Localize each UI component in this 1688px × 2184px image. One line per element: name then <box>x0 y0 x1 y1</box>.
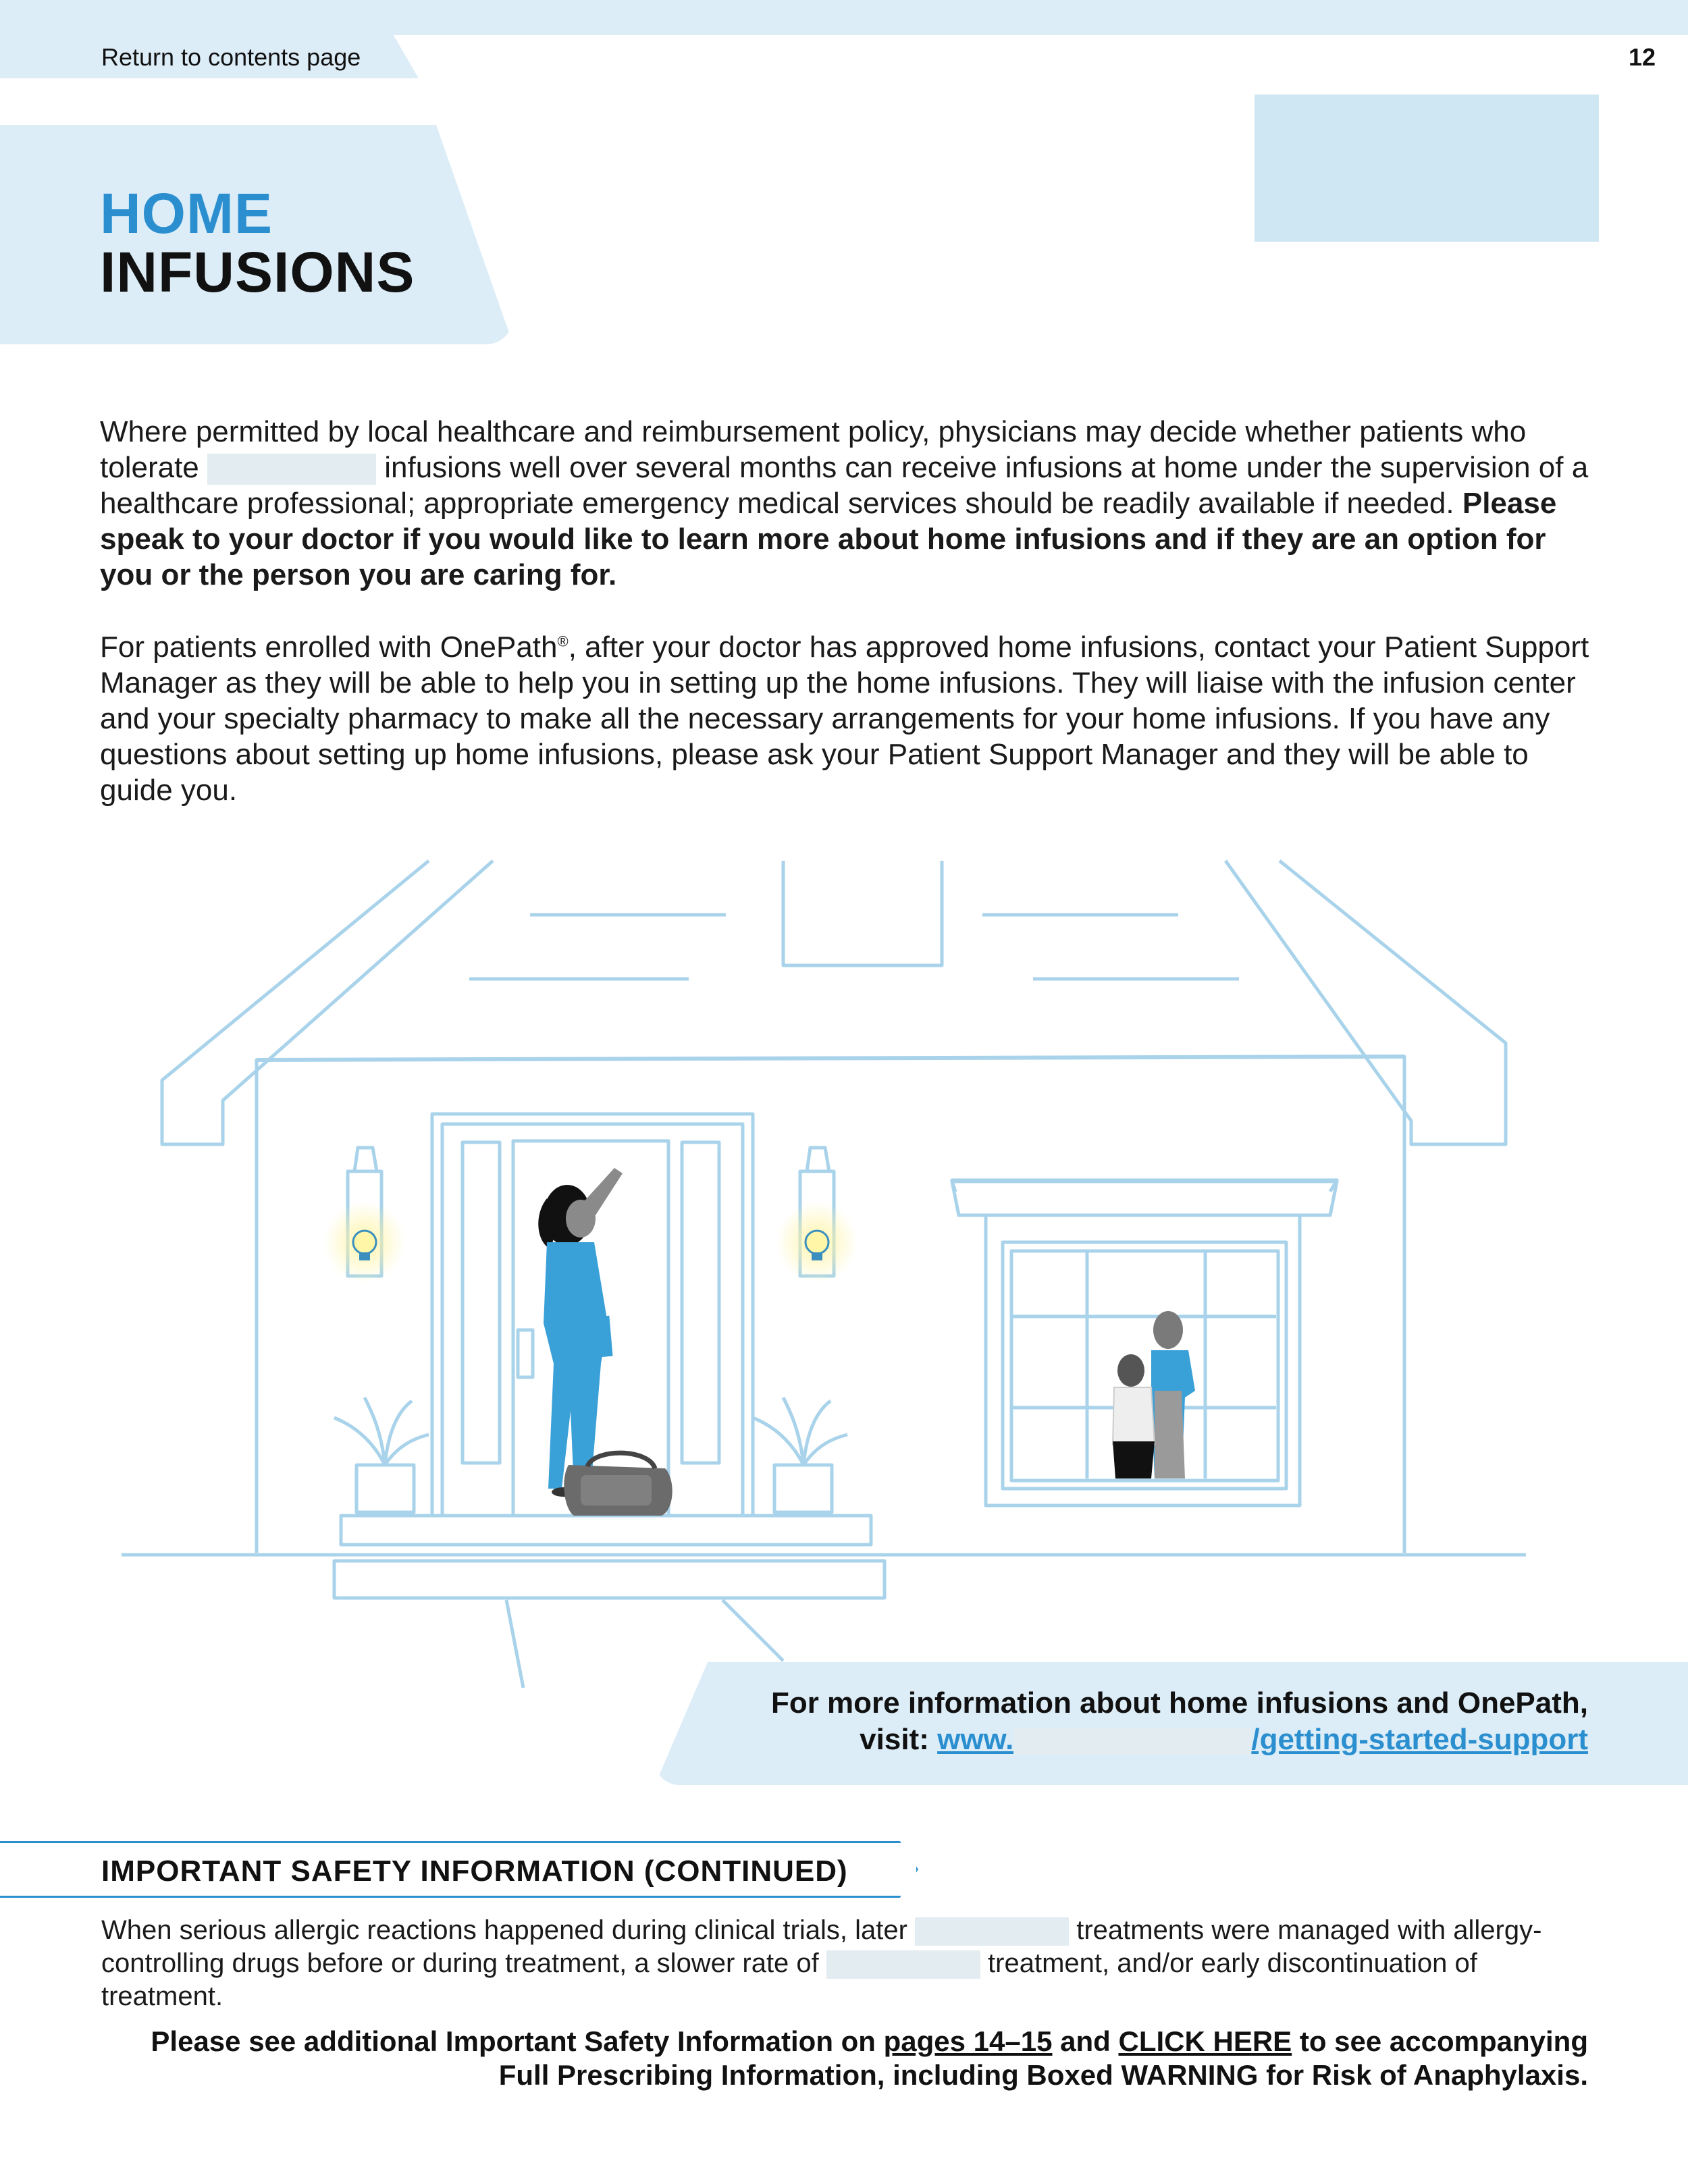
footer-text: to see accompanying <box>1299 2025 1588 2057</box>
redacted-product-name <box>915 1917 1069 1946</box>
footer-line-1 <box>151 2025 1588 2058</box>
footer-line-2: Full Prescribing Information, including Boxed WARNING for Risk of Anaphylaxis. <box>498 2059 1588 2091</box>
return-to-contents-link[interactable]: Return to contents page <box>101 43 361 71</box>
footer-text: and <box>1060 2025 1111 2057</box>
page-title-line1: HOME <box>100 182 273 245</box>
paragraph-bold-text: Please speak to your doctor if you would like to learn more about home infusions and if they are an option for you or the person you are caring for. <box>100 487 1557 591</box>
registered-mark: ® <box>557 633 569 650</box>
house-illustration <box>115 851 1546 1701</box>
redacted-product-name <box>826 1950 980 1979</box>
top-band <box>0 0 1688 35</box>
pages-14-15-link[interactable]: pages 14–15 <box>883 2025 1053 2057</box>
more-info-visit-line <box>860 1723 1588 1757</box>
onepath-paragraph <box>100 629 1606 808</box>
redacted-url-segment <box>1013 1728 1251 1755</box>
onepath-url-link[interactable]: www. /getting-started-support <box>937 1723 1588 1756</box>
paragraph-text: For patients enrolled with OnePath <box>100 631 558 664</box>
paragraph-text: infusions well over several months can receive infusions at home under the supervision of a healthcare professional; appropriate emergency medical services should be readily available if needed. <box>100 451 1589 520</box>
safety-heading: IMPORTANT SAFETY INFORMATION (CONTINUED) <box>101 1855 848 1888</box>
click-here-link[interactable]: CLICK HERE <box>1118 2025 1292 2057</box>
safety-text: When serious allergic reactions happened during clinical trials, later <box>101 1915 907 1945</box>
page-number: 12 <box>1628 43 1656 71</box>
nurse-figure <box>538 1168 623 1497</box>
redacted-product-name <box>207 454 376 485</box>
visit-label: visit: <box>860 1723 929 1756</box>
safety-text: treatment, and/or early discontinuation of treatment. <box>101 1948 1477 2011</box>
more-info-text: For more information about home infusions and OnePath, <box>770 1686 1588 1720</box>
home-infusion-paragraph <box>100 414 1606 593</box>
paragraph-text: , after your doctor has approved home infusions, contact your Patient Support Manager as they will be able to help you in setting up the home infusions. They will liaise with the infusion center and your specialty pharmacy to make all the necessary arrangements for your home infusions. If you have any questions about setting up home infusions, please ask your Patient Support Manager and they will be able to guide you. <box>100 631 1589 807</box>
safety-text: treatments were managed with allergy-controlling drugs before or during treatment, a slower rate of <box>101 1915 1542 1978</box>
footer-text: Please see additional Important Safety Information on <box>151 2025 876 2057</box>
redacted-logo <box>1255 95 1599 242</box>
paragraph-text: Where permitted by local healthcare and reimbursement policy, physicians may decide whether patients who tolerate <box>100 415 1527 484</box>
page-title-line2: INFUSIONS <box>100 240 415 304</box>
family-in-window <box>1113 1311 1195 1479</box>
safety-body <box>101 1914 1587 2013</box>
